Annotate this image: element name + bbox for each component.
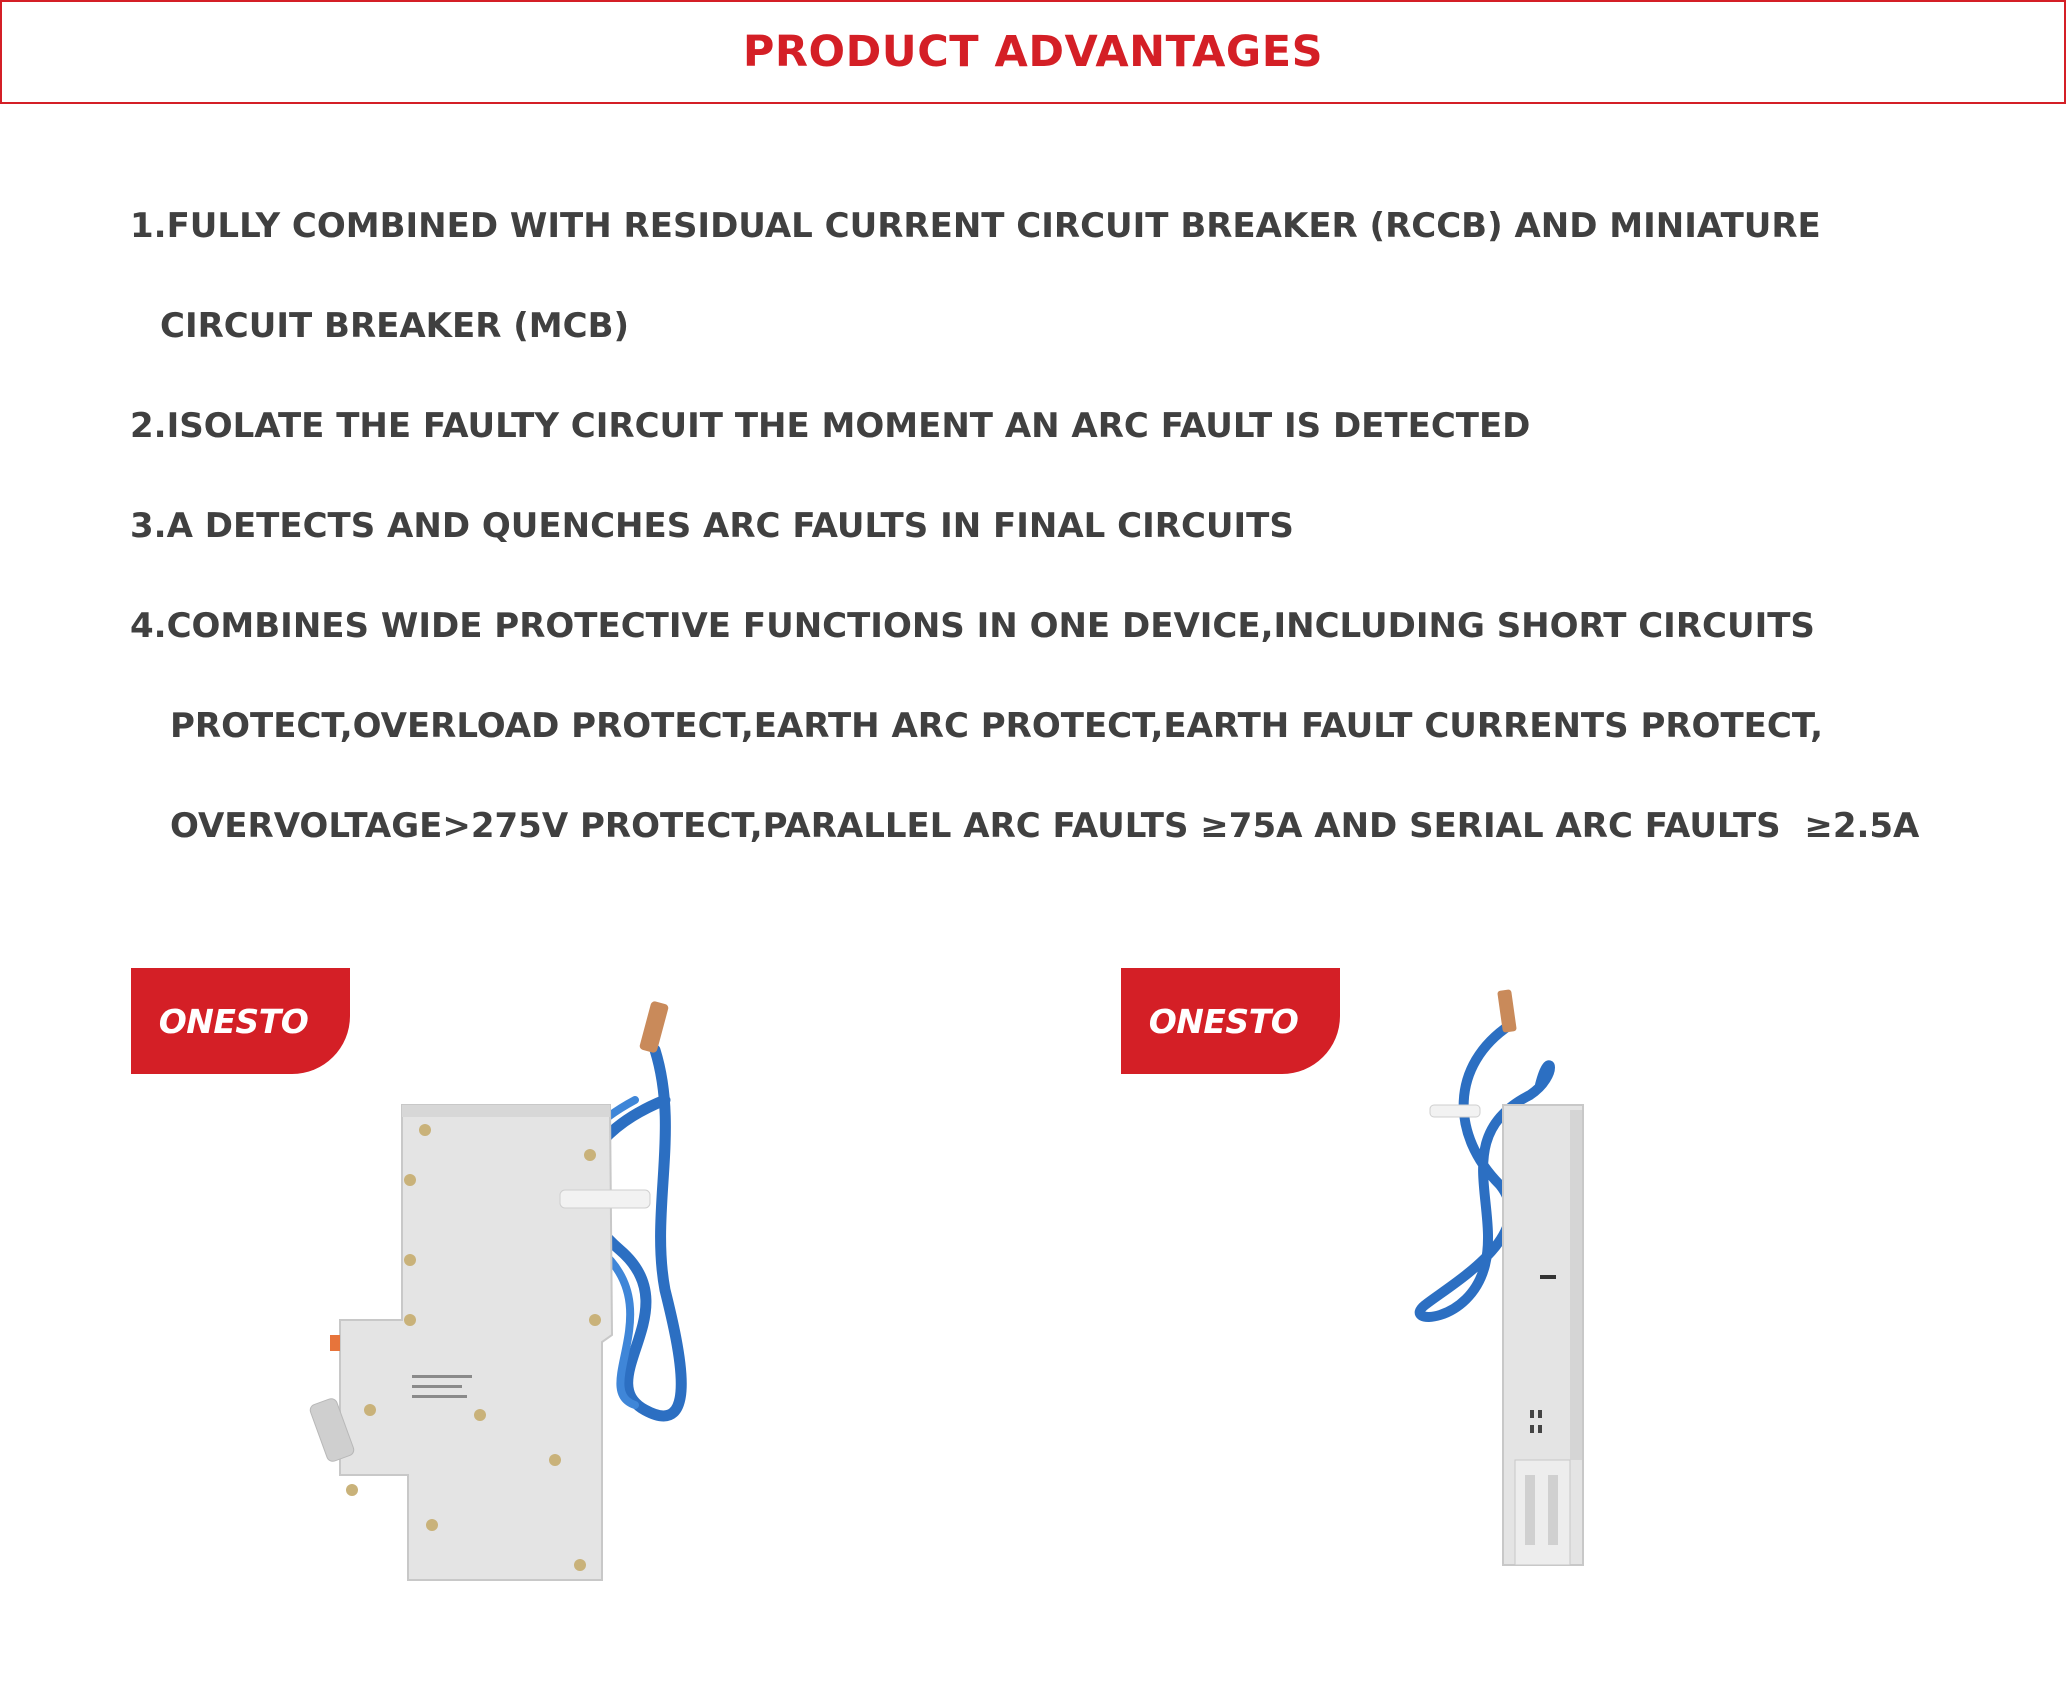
- advantage-1-line-1: 1.FULLY COMBINED WITH RESIDUAL CURRENT CIRCUIT BREAKER (RCCB) AND MINIATURE: [130, 206, 1821, 246]
- page-title: PRODUCT ADVANTAGES: [742, 27, 1324, 77]
- advantage-3: 3.A DETECTS AND QUENCHES ARC FAULTS IN FINAL CIRCUITS: [130, 506, 1294, 546]
- breaker-side-view-image: [1390, 985, 1620, 1585]
- advantage-1-line-2: CIRCUIT BREAKER (MCB): [160, 306, 630, 346]
- breaker-front-view-image: [290, 990, 730, 1600]
- advantage-4-line-2: PROTECT,OVERLOAD PROTECT,EARTH ARC PROTECT,EARTH FAULT CURRENTS PROTECT,: [170, 706, 1824, 746]
- advantage-4-line-3: OVERVOLTAGE>275V PROTECT,PARALLEL ARC FAULTS ≥75A AND SERIAL ARC FAULTS ≥2.5A: [170, 806, 1920, 846]
- advantage-2: 2.ISOLATE THE FAULTY CIRCUIT THE MOMENT AN ARC FAULT IS DETECTED: [130, 406, 1531, 446]
- header-banner: [0, 0, 2066, 104]
- brand-logo-text: ONESTO: [158, 1001, 309, 1041]
- brand-logo-right: [1121, 968, 1340, 1074]
- advantage-4-line-1: 4.COMBINES WIDE PROTECTIVE FUNCTIONS IN ONE DEVICE,INCLUDING SHORT CIRCUITS: [130, 606, 1815, 646]
- brand-logo-text: ONESTO: [1148, 1001, 1299, 1041]
